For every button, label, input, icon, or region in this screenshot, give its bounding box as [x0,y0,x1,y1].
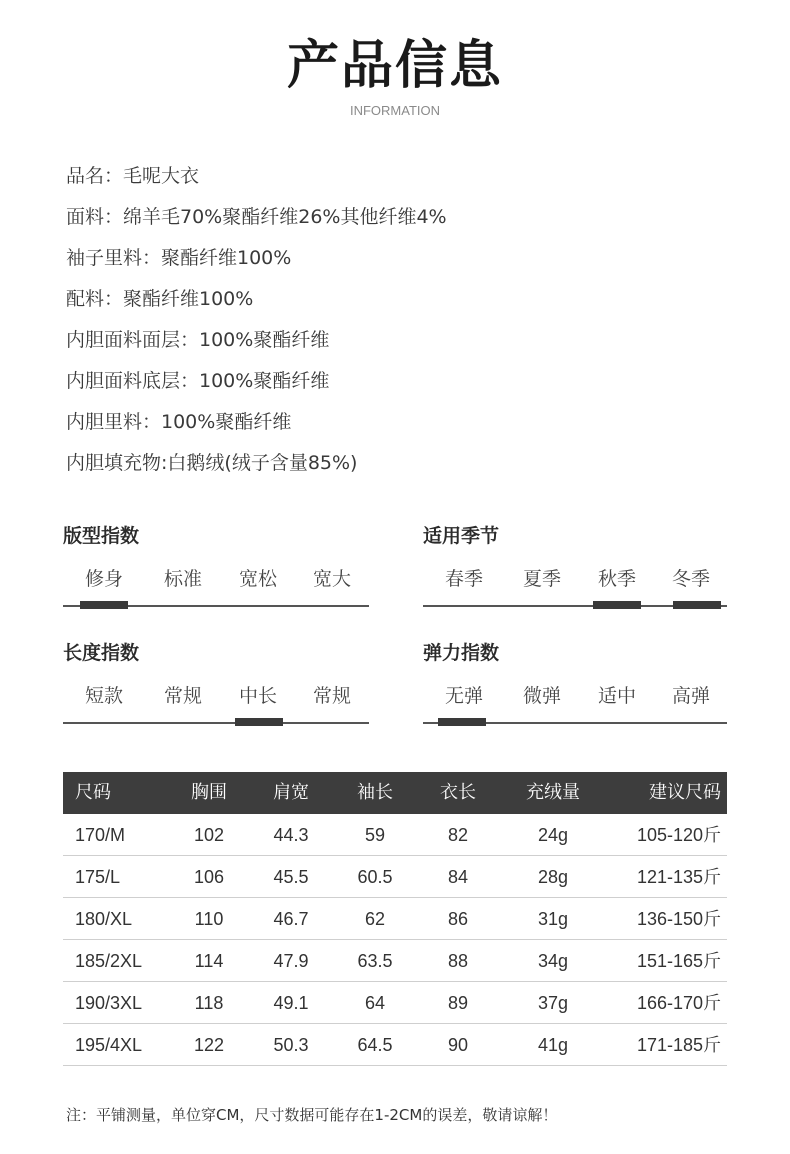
header-length: 衣长 [440,782,476,803]
header-sleeve: 袖长 [357,782,393,803]
fit-option-standard: 标准 [163,568,202,590]
fit-option-loose: 宽松 [238,568,277,590]
elasticity-option-none: 无弹 [444,685,483,707]
table-cell: 180/XL [75,909,133,929]
length-index-marker [235,718,283,726]
table-cell: 170/M [75,825,126,845]
table-cell: 41g [537,1035,569,1055]
page-title: 产品信息 [286,36,503,96]
table-row [63,814,727,856]
product-info-list [66,158,746,486]
table-cell: 106 [193,867,225,887]
length-index-title: 长度指数 [63,642,140,664]
table-cell: 110 [194,909,224,929]
table-row [63,982,727,1024]
table-row [63,1024,727,1066]
header-recommended: 建议尺码 [649,782,721,803]
table-cell: 105-120斤 [636,825,721,845]
size-table [63,772,727,1066]
elasticity-index-marker [438,718,486,726]
season-index-title: 适用季节 [423,525,500,547]
table-cell: 185/2XL [75,951,143,971]
elasticity-option-moderate: 适中 [597,685,636,707]
header-size: 尺码 [75,782,111,803]
info-item-filling: 内胆填充物:白鹅绒(绒子含量85%) [66,452,358,474]
table-cell: 63.5 [357,951,393,971]
info-item-sleeve-lining: 袖子里料：聚酯纤维100% [66,247,292,269]
table-cell: 62 [364,909,386,929]
table-cell: 151-165斤 [636,951,721,971]
length-index [63,640,369,707]
info-item-inner-base: 内胆面料底层：100%聚酯纤维 [66,370,330,392]
season-option-autumn: 秋季 [597,568,636,590]
elasticity-index [423,640,727,707]
season-index [423,523,727,590]
season-option-summer: 夏季 [522,568,561,590]
table-cell: 84 [447,867,469,887]
table-cell: 37g [537,993,569,1013]
table-cell: 49.1 [273,993,309,1013]
table-cell: 171-185斤 [636,1035,721,1055]
table-cell: 122 [193,1035,225,1055]
season-index-options [423,565,727,593]
table-cell: 24g [537,825,569,845]
season-index-marker-autumn [593,601,641,609]
table-cell: 86 [447,909,469,929]
table-row [63,898,727,940]
size-table-header [63,772,727,814]
table-cell: 82 [447,825,469,845]
table-cell: 59 [364,825,386,845]
table-cell: 166-170斤 [636,993,721,1013]
info-item-inner-lining: 内胆里料：100%聚酯纤维 [66,411,292,433]
length-option-short: 短款 [84,685,123,707]
table-row [63,856,727,898]
season-index-marker-winter [673,601,721,609]
table-cell: 195/4XL [75,1035,143,1055]
table-cell: 88 [447,951,469,971]
header-down-fill: 充绒量 [526,782,580,803]
elasticity-option-high: 高弹 [671,685,710,707]
table-cell: 47.9 [273,951,309,971]
table-cell: 89 [447,993,469,1013]
info-item-trim: 配料：聚酯纤维100% [66,288,254,310]
fit-option-slim: 修身 [84,568,123,590]
table-cell: 31g [537,909,569,929]
table-row [63,940,727,982]
fit-index [63,523,369,590]
measurement-note: 注：平铺测量，单位穿CM，尺寸数据可能存在1-2CM的误差，敬请谅解！ [66,1106,558,1124]
table-cell: 64.5 [357,1035,393,1055]
table-cell: 102 [193,825,225,845]
table-cell: 64 [364,993,386,1013]
fit-index-title: 版型指数 [63,525,140,547]
table-cell: 121-135斤 [636,867,721,887]
header-shoulder: 肩宽 [273,782,309,803]
fit-index-marker [80,601,128,609]
elasticity-index-title: 弹力指数 [423,642,500,664]
season-option-spring: 春季 [444,568,483,590]
table-cell: 190/3XL [75,993,143,1013]
table-cell: 60.5 [357,867,393,887]
table-cell: 114 [194,951,224,971]
length-index-options [63,682,369,710]
table-cell: 46.7 [273,909,309,929]
table-cell: 34g [537,951,569,971]
fit-index-options [63,565,369,593]
elasticity-option-slight: 微弹 [522,685,561,707]
length-index-scale-line [63,722,369,724]
season-option-winter: 冬季 [671,568,710,590]
header-chest: 胸围 [191,782,227,803]
table-cell: 44.3 [273,825,309,845]
table-cell: 136-150斤 [636,909,721,929]
table-cell: 118 [194,993,224,1013]
elasticity-index-options [423,682,727,710]
table-cell: 90 [447,1035,469,1055]
table-cell: 175/L [75,867,121,887]
fit-option-wide: 宽大 [312,568,351,590]
page-subtitle: INFORMATION [349,103,441,118]
info-item-name: 品名：毛呢大衣 [66,165,200,187]
length-option-regular: 常规 [163,685,202,707]
table-cell: 50.3 [273,1035,309,1055]
info-item-fabric: 面料：绵羊毛70%聚酯纤维26%其他纤维4% [66,206,447,228]
info-item-inner-outer: 内胆面料面层：100%聚酯纤维 [66,329,330,351]
table-cell: 28g [537,867,569,887]
table-cell: 45.5 [273,867,309,887]
length-option-mid-long: 中长 [238,685,277,707]
length-option-regular-2: 常规 [312,685,351,707]
